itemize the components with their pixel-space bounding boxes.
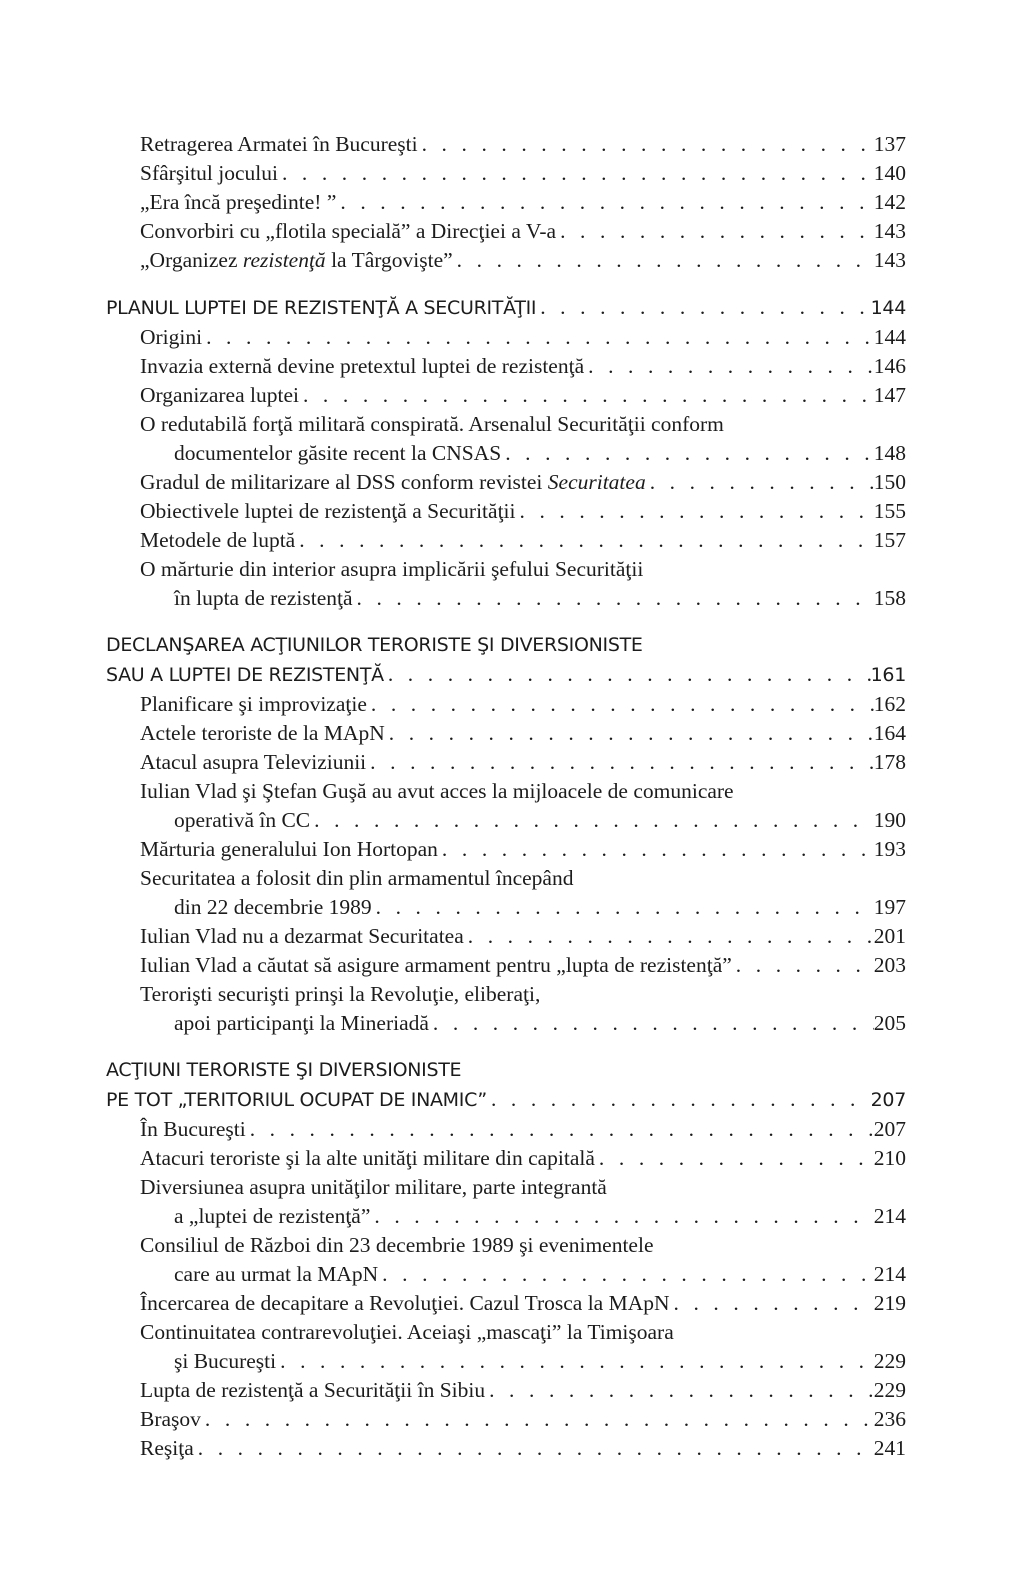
toc-entry [140, 1144, 906, 1173]
dot-leader [366, 748, 874, 777]
entry-title-continued: a „luptei de rezistenţă” [174, 1204, 371, 1228]
entry-title: Mărturia generalului Ion Hortopan [140, 837, 438, 861]
dot-leader [336, 188, 873, 217]
dot-leader [372, 893, 874, 922]
entry-title: Diversiunea asupra unităţilor militare, parte integrantă [140, 1175, 607, 1199]
page-number: 144 [873, 325, 906, 349]
entry-title: Gradul de militarizare al DSS conform revistei Securitatea [140, 470, 646, 494]
page-number: 161 [870, 664, 906, 686]
toc-entry [140, 159, 906, 188]
toc-entry [140, 864, 906, 922]
entry-title-continued: apoi participanţi la Mineriadă [174, 1011, 429, 1035]
page-number: 162 [873, 692, 906, 716]
page-number: 137 [873, 132, 906, 156]
entry-title-continued: care au urmat la MApN [174, 1262, 379, 1286]
dot-leader [201, 1405, 874, 1434]
dot-leader [501, 439, 874, 468]
entry-title: Retragerea Armatei în Bucureşti [140, 132, 418, 156]
dot-leader [418, 130, 874, 159]
dot-leader [670, 1289, 874, 1318]
entry-title: Planificare şi improvizaţie [140, 692, 367, 716]
section-title-continued: SAU A LUPTEI DE REZISTENŢĂ [106, 664, 384, 686]
dot-leader [276, 1347, 874, 1376]
section-title-continued: PE TOT „TERITORIUL OCUPAT DE INAMIC” [106, 1089, 487, 1111]
toc-section-heading [106, 631, 906, 690]
entry-title: Iulian Vlad a căutat să asigure armament pentru „lupta de rezistenţă” [140, 953, 732, 977]
dot-leader [370, 1202, 873, 1231]
entry-title-continued: în lupta de rezistenţă [174, 586, 353, 610]
page-number: 178 [873, 750, 906, 774]
dot-leader [732, 951, 874, 980]
entry-title: Origini [140, 325, 203, 349]
dot-leader [310, 806, 874, 835]
entry-title: În Bucureşti [140, 1117, 246, 1141]
toc-entry [140, 246, 906, 275]
entry-title: „Era încă preşedinte! ” [140, 190, 337, 214]
page-number: 143 [873, 219, 906, 243]
dot-leader [367, 690, 874, 719]
page-number: 241 [873, 1436, 906, 1460]
entry-title: Terorişti securişti prinşi la Revoluţie, eliberaţi, [140, 982, 541, 1006]
page-number: 207 [870, 1089, 906, 1111]
page-number: 144 [870, 297, 906, 319]
dot-leader [464, 922, 874, 951]
toc-entry [140, 323, 906, 352]
dot-leader [278, 159, 874, 188]
page-number: 155 [873, 499, 906, 523]
page-number: 219 [873, 1291, 906, 1315]
dot-leader [295, 526, 874, 555]
entry-title: Metodele de luptă [140, 528, 296, 552]
toc-entry [140, 468, 906, 497]
dot-leader [584, 352, 874, 381]
entry-title: Încercarea de decapitare a Revoluţiei. Cazul Trosca la MApN [140, 1291, 670, 1315]
entry-title: O mărturie din interior asupra implicării şefului Securităţii [140, 557, 644, 581]
page-number: 150 [873, 470, 906, 494]
dot-leader [646, 468, 874, 497]
entry-title: Atacul asupra Televiziunii [140, 750, 367, 774]
toc-entry [140, 217, 906, 246]
dot-leader [487, 1085, 871, 1114]
entry-title: Atacuri teroriste şi la alte unităţi militare din capitală [140, 1146, 595, 1170]
toc-entry [140, 555, 906, 613]
page-number: 214 [873, 1204, 906, 1228]
entry-title: Lupta de rezistenţă a Securităţii în Sibiu [140, 1378, 486, 1402]
page-number: 157 [873, 528, 906, 552]
page-number: 143 [873, 248, 906, 272]
entry-title: Actele teroriste de la MApN [140, 721, 385, 745]
entry-title: Iulian Vlad şi Ştefan Guşă au avut acces la mijloacele de comunicare [140, 779, 734, 803]
page-number: 148 [873, 441, 906, 465]
toc-entry [140, 980, 906, 1038]
entry-title: Obiectivele luptei de rezistenţă a Securităţii [140, 499, 516, 523]
entry-title-continued: şi Bucureşti [174, 1349, 277, 1373]
toc-entry [140, 835, 906, 864]
toc-entry [140, 1115, 906, 1144]
entry-title: „Organizez rezistenţă la Târgovişte” [140, 248, 453, 272]
toc-entry [140, 690, 906, 719]
table-of-contents [106, 130, 906, 1463]
page-number: 214 [873, 1262, 906, 1286]
page-number: 205 [873, 1011, 906, 1035]
section-title: DECLANŞAREA ACŢIUNILOR TERORISTE ŞI DIVERSIONISTE [106, 634, 643, 656]
dot-leader [516, 497, 874, 526]
toc-entry [140, 1231, 906, 1289]
page-number: 197 [873, 895, 906, 919]
page-number: 190 [873, 808, 906, 832]
toc-entry [140, 777, 906, 835]
dot-leader [353, 584, 874, 613]
page-number: 229 [873, 1349, 906, 1373]
toc-entry [140, 1289, 906, 1318]
dot-leader [299, 381, 874, 410]
toc-entry [140, 130, 906, 159]
toc-entry [140, 922, 906, 951]
toc-entry [140, 748, 906, 777]
entry-title: Consiliul de Război din 23 decembrie 1989 şi evenimentele [140, 1233, 654, 1257]
toc-entry [140, 381, 906, 410]
entry-title: Continuitatea contrarevoluţiei. Aceiaşi „mascaţi” la Timişoara [140, 1320, 674, 1344]
toc-entry [140, 526, 906, 555]
toc-entry [140, 352, 906, 381]
dot-leader [453, 246, 874, 275]
toc-entry [140, 188, 906, 217]
page-number: 207 [873, 1117, 906, 1141]
dot-leader [202, 323, 874, 352]
dot-leader [536, 293, 870, 322]
toc-entry [140, 1405, 906, 1434]
entry-title: Organizarea luptei [140, 383, 299, 407]
dot-leader [378, 1260, 874, 1289]
dot-leader [485, 1376, 874, 1405]
section-title: ACŢIUNI TERORISTE ŞI DIVERSIONISTE [106, 1059, 462, 1081]
dot-leader [438, 835, 874, 864]
dot-leader [384, 660, 871, 689]
toc-entry [140, 1376, 906, 1405]
entry-title: Sfârşitul jocului [140, 161, 278, 185]
entry-title-continued: documentelor găsite recent la CNSAS [174, 441, 502, 465]
page-number: 146 [873, 354, 906, 378]
dot-leader [385, 719, 874, 748]
entry-title-continued: operativă în CC [174, 808, 311, 832]
page-number: 236 [873, 1407, 906, 1431]
toc-section-heading [106, 293, 906, 323]
entry-title: Securitatea a folosit din plin armamentul începând [140, 866, 574, 890]
dot-leader [595, 1144, 874, 1173]
dot-leader [194, 1434, 874, 1463]
entry-title: Convorbiri cu „flotila specială” a Direcţiei a V-a [140, 219, 557, 243]
entry-title-continued: din 22 decembrie 1989 [174, 895, 372, 919]
page-number: 164 [873, 721, 906, 745]
entry-title: Braşov [140, 1407, 201, 1431]
dot-leader [246, 1115, 874, 1144]
section-title: PLANUL LUPTEI DE REZISTENŢĂ A SECURITĂŢII [106, 297, 537, 319]
dot-leader [556, 217, 874, 246]
page-number: 201 [873, 924, 906, 948]
page-number: 158 [873, 586, 906, 610]
page-number: 142 [873, 190, 906, 214]
toc-entry [140, 1173, 906, 1231]
dot-leader [429, 1009, 874, 1038]
page-number: 210 [873, 1146, 906, 1170]
entry-title: O redutabilă forţă militară conspirată. Arsenalul Securităţii conform [140, 412, 724, 436]
toc-entry [140, 719, 906, 748]
page-number: 147 [873, 383, 906, 407]
entry-title: Invazia externă devine pretextul luptei de rezistenţă [140, 354, 585, 378]
page-number: 193 [873, 837, 906, 861]
entry-title: Iulian Vlad nu a dezarmat Securitatea [140, 924, 464, 948]
toc-entry [140, 1318, 906, 1376]
toc-entry [140, 410, 906, 468]
toc-entry [140, 1434, 906, 1463]
entry-title: Reşiţa [140, 1436, 194, 1460]
page-number: 229 [873, 1378, 906, 1402]
toc-section-heading [106, 1056, 906, 1115]
page-number: 203 [873, 953, 906, 977]
toc-entry [140, 497, 906, 526]
toc-entry [140, 951, 906, 980]
page-number: 140 [873, 161, 906, 185]
